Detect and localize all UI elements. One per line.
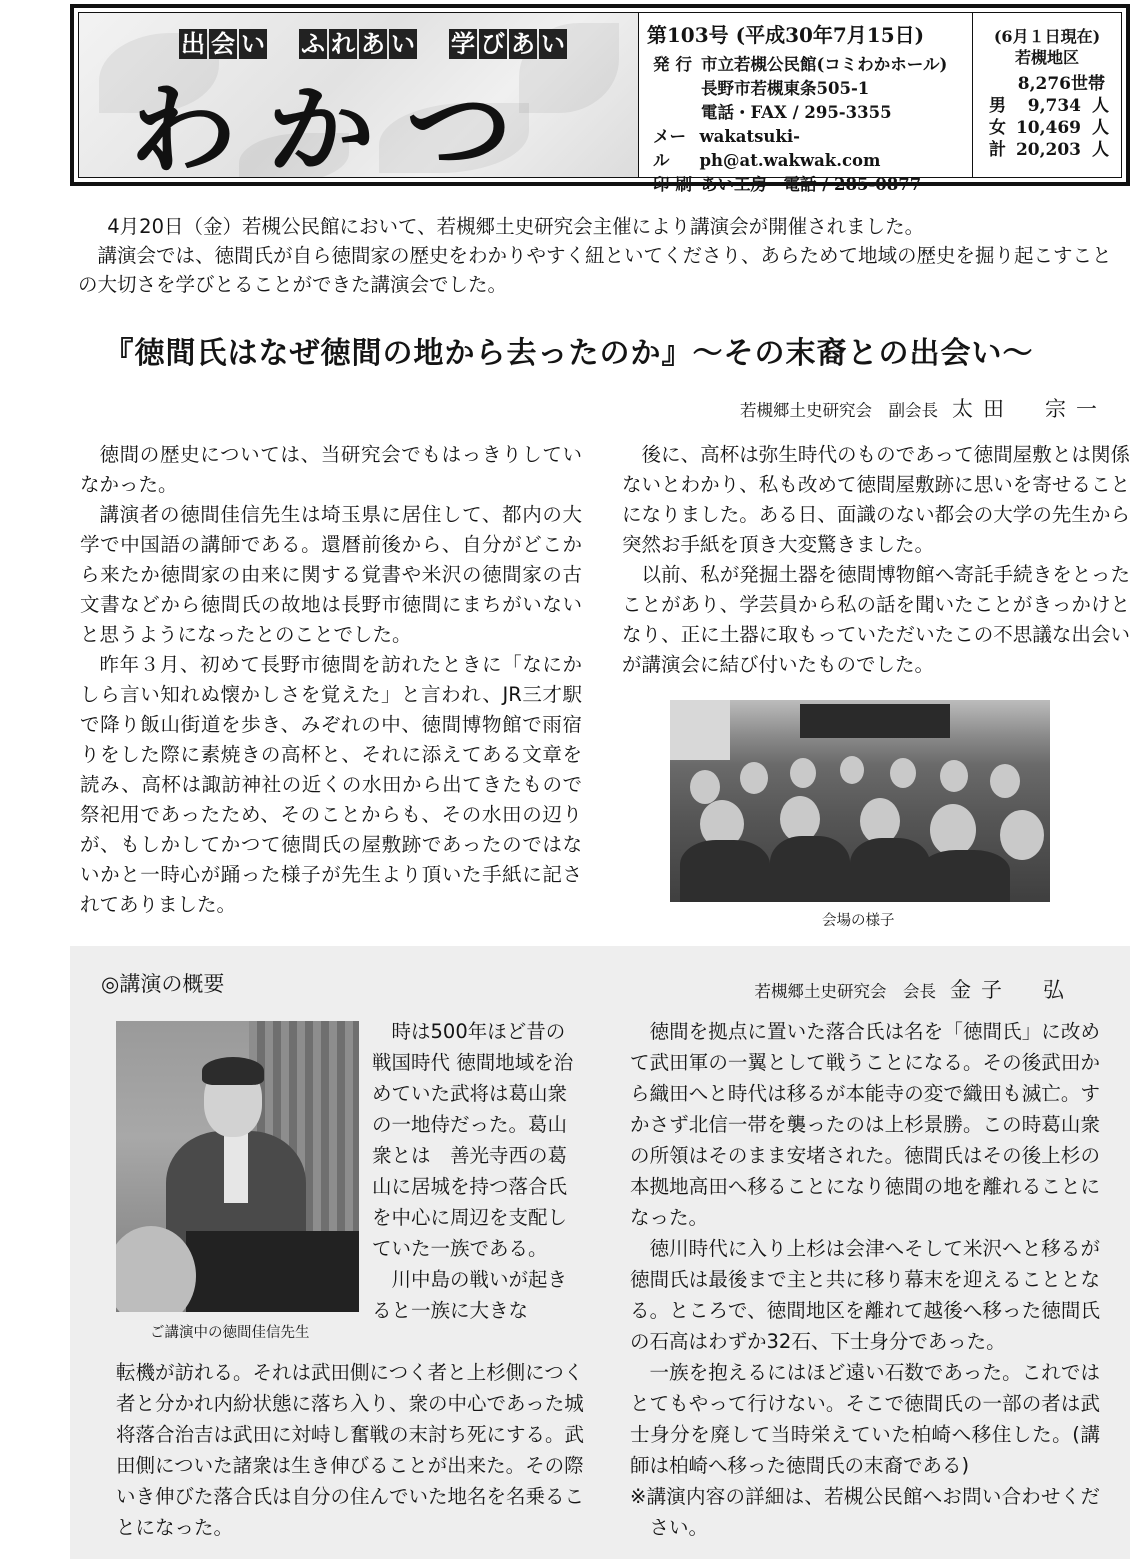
photo-caption: ご講演中の徳間佳信先生 xyxy=(150,1325,310,1341)
note-text: 講演内容の詳細は、若槻公民館へお問い合わせください。 xyxy=(646,1485,1100,1539)
note xyxy=(630,1481,1100,1543)
byline-org: 若槻郷土史研究会 会長 xyxy=(754,982,936,1001)
paragraph: 徳川時代に入り上杉は会津へそして米沢へと移るが徳間氏は最後まで主と共に移り幕末を迎えることとなる。ところで、徳間地区を離れて越後へ移った徳間氏の石高はわずか32石、下士身分であった。 xyxy=(630,1237,1100,1353)
email-address: wakatsuki-ph@at.wakwak.com xyxy=(699,127,881,170)
paragraph: 徳間を拠点に置いた落合氏は名を「徳間氏」に改めて武田軍の一翼として戦うことになる。その後武田から織田へと時代は移るが本能寺の変で織田も滅亡。すかさず北信一帯を襲ったのは上杉景勝。この時葛山衆の所領はそのまま安堵された。徳間氏はその後上杉の本拠地高田へ移ることになり徳間の地を離れることになった。 xyxy=(630,1020,1100,1229)
paragraph: 後に、高杯は弥生時代のものであって徳間屋敷とは関係ないとわかり、私も改めて徳間屋敷跡に思いを寄せることになりました。ある日、面識のない都会の大学の先生から突然お手紙を頂き大変驚きました。 xyxy=(622,443,1130,556)
issue-panel xyxy=(639,13,973,194)
section-heading: ◎講演の概要 xyxy=(101,972,225,996)
byline-name: 金子 弘 xyxy=(950,978,1074,1002)
population-area: 若槻地区 xyxy=(1014,48,1079,67)
slogan xyxy=(179,29,569,59)
paragraph: 昨年３月、初めて長野市徳間を訪れたときに「なにかしら言い知れぬ懐かしさを覚えた」と言われ、JR三才駅で降り飯山街道を歩き、みぞれの中、徳間博物館で雨宿りをした際に素焼きの高杯と、それに添えてある文章を読み、高杯は諏訪神社の近くの水田から出てきたもので祭祀用であったため、そのことからも、その水田の辺りが、もしかしてかつて徳間氏の屋敷跡であったのではないかと一時心が踊った様子が先生より頂いた手紙に記されてありました。 xyxy=(80,653,582,916)
paragraph: 徳間の歴史については、当研究会でもはっきりしていなかった。 xyxy=(80,443,582,496)
intro-paragraph: 4月20日（金）若槻公民館において、若槻郷土史研究会主催により講演会が開催されました。 xyxy=(107,215,925,238)
byline-org: 若槻郷土史研究会 副会長 xyxy=(740,401,938,420)
slogan-char: 出 xyxy=(181,29,205,58)
slogan-word xyxy=(449,29,569,59)
slogan-char: れ xyxy=(331,29,355,58)
slogan-word xyxy=(299,29,419,59)
info-key: 発行 xyxy=(653,55,698,74)
summary-column-left-bottom: 転機が訪れる。それは武田側につく者と上杉側につく者と分かれ内紛状態に落ち入り、衆の中心であった城将落合治吉は武田に対峙し奮戦の末討ち死にする。武田側についた諸衆は生き伸びることが出来た。その際いき伸びた落合氏は自分の住んでいた地名を名乗ることになった。 xyxy=(116,1361,585,1539)
households: 8,276世帯 xyxy=(1017,74,1105,94)
newsletter-title: わかつ xyxy=(129,73,544,177)
paragraph: 講演者の徳間佳信先生は埼玉県に居住して、都内の大学で中国語の講師である。還暦前後から、自分がどこから来たか徳間家の由来に関する覚書や米沢の徳間家の古文書などから徳間氏の故地は長野市徳間にまちがいないと思うようになったとのことでした。 xyxy=(80,503,582,646)
info-value: 電話・FAX / 295-3355 xyxy=(701,103,892,122)
slogan-word xyxy=(179,29,269,59)
title-panel xyxy=(79,13,639,177)
population-row: 計 20,203 人 xyxy=(989,140,1109,160)
slogan-char: 学 xyxy=(451,29,475,58)
info-key: 印刷 xyxy=(653,175,698,194)
paragraph: 以前、私が発掘土器を徳間博物館へ寄託手続きをとったことがあり、学芸員から私の話を聞いたことがきっかけとなり、正に土器に取もっていただいたこの不思議な出会いが講演会に結び付いたものでした。 xyxy=(622,563,1130,676)
info-key xyxy=(653,77,701,101)
intro xyxy=(78,212,1130,299)
slogan-char: あ xyxy=(511,29,535,58)
population-panel xyxy=(973,13,1121,177)
byline-name: 太田 宗一 xyxy=(952,397,1107,421)
info-key: メール xyxy=(653,127,686,170)
info-key xyxy=(653,101,701,125)
byline xyxy=(740,393,1107,423)
slogan-char: び xyxy=(481,29,505,58)
summary-column-right xyxy=(630,1016,1100,1543)
issue-number: 第103号 (平成30年7月15日) xyxy=(646,23,925,47)
info-value: あい工房 電話 / 285-0877 xyxy=(701,175,922,194)
intro-paragraph: 講演会では、徳間氏が自ら徳間家の歴史をわかりやすく紐といてくださり、あらためて地域の歴史を掘り起こすことの大切さを学びとることができた講演会でした。 xyxy=(78,244,1112,296)
info-value: 長野市若槻東条505-1 xyxy=(701,79,870,98)
paragraph: 川中島の戦いが起きると一族に大きな xyxy=(372,1268,568,1322)
population-row: 男 9,734 人 xyxy=(989,96,1109,116)
slogan-char: い xyxy=(391,29,415,58)
slogan-char: い xyxy=(241,29,265,58)
speaker-photo xyxy=(116,1021,359,1312)
slogan-char: ふ xyxy=(301,29,325,58)
paragraph: 一族を抱えるにはほど遠い石数であった。これではとてもやって行けない。そこで徳間氏の一部の者は武士身分を廃して当時栄えていた柏崎へ移住した。(講師は柏崎へ移った徳間氏の末裔である) xyxy=(630,1361,1100,1477)
paragraph: 時は500年ほど昔の戦国時代 徳間地域を治めていた武将は葛山衆の一地侍だった。葛山衆とは 善光寺西の葛山に居城を持つ落合氏を中心に周辺を支配していた一族である。 xyxy=(372,1020,574,1260)
slogan-char: い xyxy=(541,29,565,58)
publisher-info xyxy=(653,53,972,197)
venue-photo xyxy=(670,700,1050,902)
note-mark: ※ xyxy=(630,1485,647,1508)
population-row: 女 10,469 人 xyxy=(989,118,1109,138)
photo-caption: 会場の様子 xyxy=(822,913,895,929)
article-column-left xyxy=(80,440,582,920)
info-value: 市立若槻公民館(コミわかホール) xyxy=(701,55,948,74)
slogan-char: 会 xyxy=(211,29,235,58)
summary-column-left-top xyxy=(372,1016,582,1326)
article-headline: 『徳間氏はなぜ徳間の地から去ったのか』～その末裔との出会い～ xyxy=(103,336,1034,371)
slogan-char: あ xyxy=(361,29,385,58)
masthead xyxy=(70,4,1130,194)
article-column-right xyxy=(622,440,1130,680)
byline xyxy=(755,974,1075,1004)
population-date: (6月１日現在) xyxy=(993,27,1101,46)
